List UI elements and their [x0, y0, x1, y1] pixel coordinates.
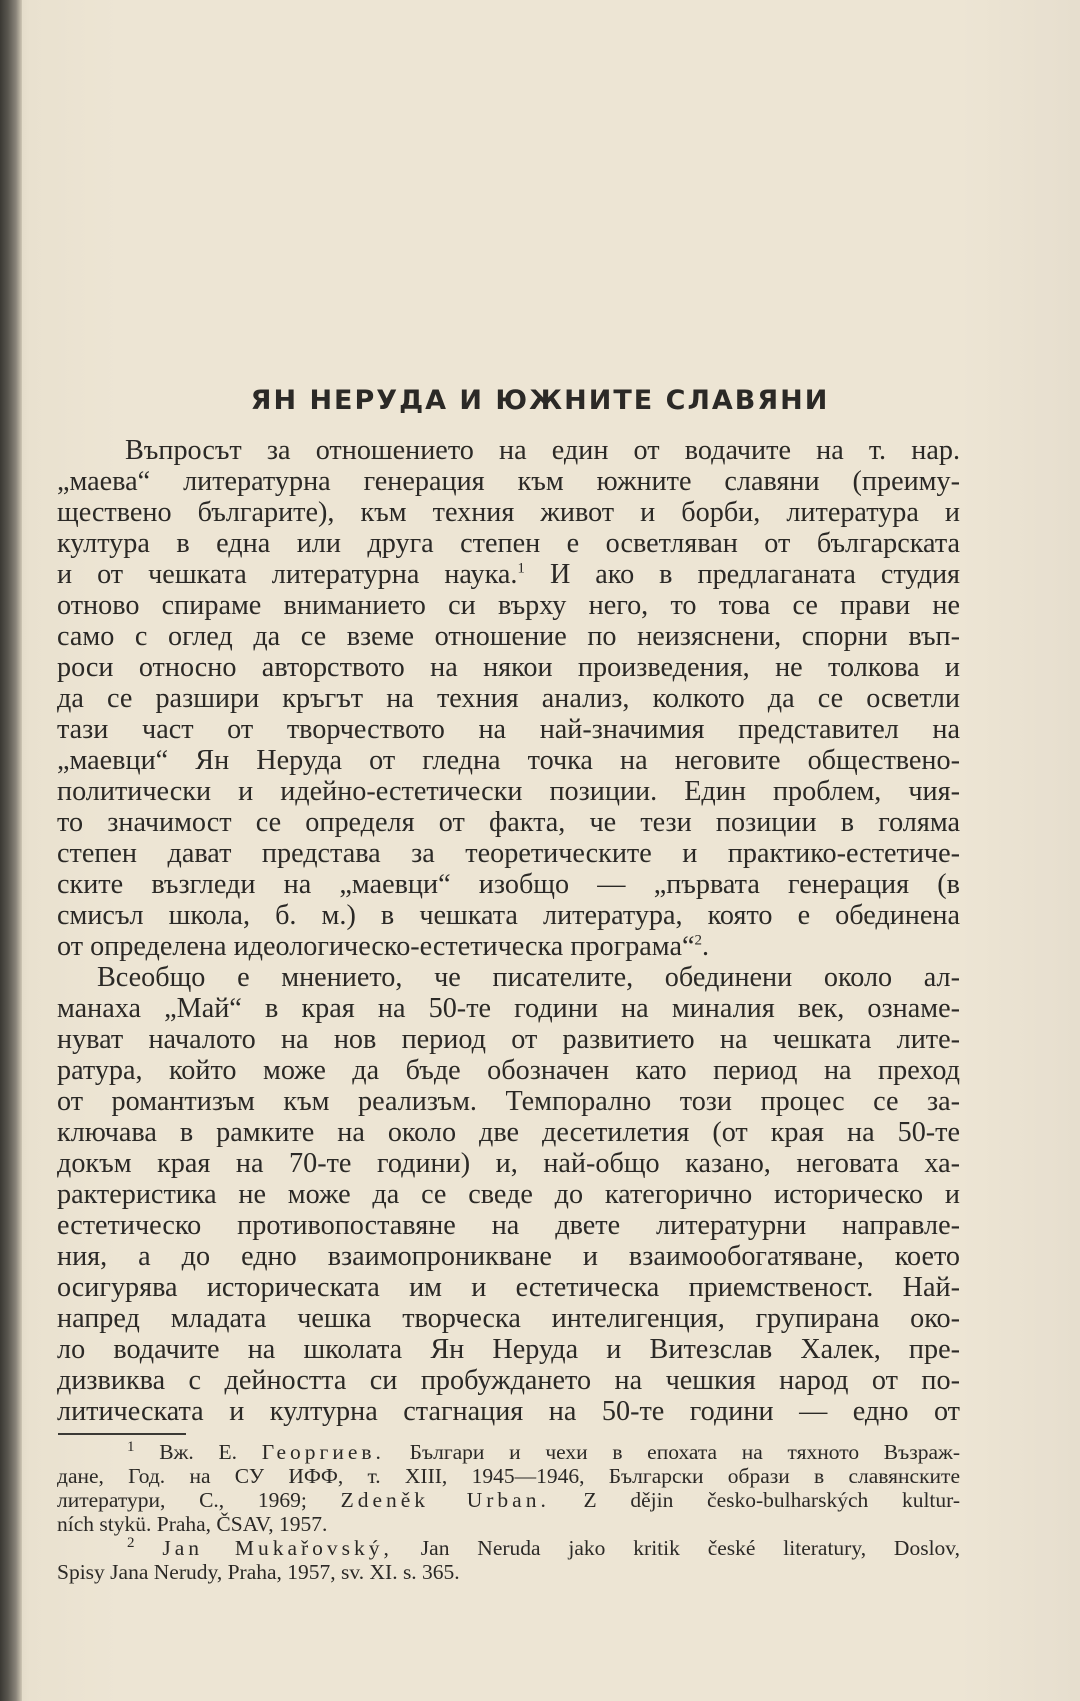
footnote-2	[57, 1536, 960, 1584]
chapter-title: ЯН НЕРУДА И ЮЖНИТЕ СЛАВЯНИ	[250, 385, 830, 416]
footnote-number: 2	[127, 1534, 135, 1551]
text-line: Въпросът за отношението на един от водачите на т. нар.	[125, 435, 960, 466]
footnote-text: Българи и чехи в епохата на тяхното Възраж-	[409, 1440, 961, 1464]
text-line: ските възгледи на „маевци“ изобщо — „първата генерация (в	[57, 869, 960, 900]
footnote-1	[57, 1440, 960, 1536]
footnote-text: Z dějin česko-bulharských kultur-	[583, 1488, 961, 1512]
text-line: нуват началото на нов период от развитието на чешката лите-	[57, 1024, 960, 1055]
footnote-ref-2[interactable]: 2	[694, 932, 702, 949]
text-line: смисъл школа, б. м.) в чешката литература, която е обединена	[57, 900, 960, 931]
paragraph-1	[57, 435, 960, 962]
footnote-line: дане, Год. на СУ ИФФ, т. XIII, 1945—1946, Български образи в славянските	[57, 1464, 960, 1488]
text-line: осигурява историческата им и естетическа приемственост. Най-	[57, 1272, 960, 1303]
text-segment: .	[701, 931, 710, 962]
text-line: степен дават представа за теоретическите и практико-естетиче-	[57, 838, 960, 869]
footnote-line: Spisy Jana Nerudy, Praha, 1957, sv. XI. s. 365.	[57, 1560, 460, 1584]
text-line: естетическо противопоставяне на двете литературни направле-	[57, 1210, 960, 1241]
text-line: литическата и културна стагнация на 50-те години — едно от	[57, 1396, 960, 1427]
paragraph-2	[57, 962, 960, 1427]
text-line	[57, 559, 960, 590]
text-line: ществено българите), към техния живот и борби, литература и	[57, 497, 960, 528]
text-line: отново спираме вниманието си върху него, то това се прави не	[57, 590, 960, 621]
text-line: култура в една или друга степен е осветляван от българската	[57, 528, 960, 559]
footnote-ref-1[interactable]: 1	[517, 560, 525, 577]
text-line: от романтизъм към реализъм. Темпорално този процес се за-	[57, 1086, 960, 1117]
text-line: „маева“ литературна генерация към южните славяни (преиму-	[57, 466, 960, 497]
book-spine-shadow	[0, 0, 22, 1701]
text-line: ния, а до едно взаимопроникване и взаимообогатяване, което	[57, 1241, 960, 1272]
text-line: ло водачите на школата Ян Неруда и Витезслав Халек, пре-	[57, 1334, 960, 1365]
footnote-author: Георгиев.	[261, 1440, 385, 1464]
text-line: Всеобщо е мнението, че писателите, обединени около ал-	[97, 962, 960, 993]
text-line: само с оглед да се вземе отношение по неизяснени, спорни въп-	[57, 621, 960, 652]
text-line: да се разшири кръгът на техния анализ, колкото да се осветли	[57, 683, 960, 714]
text-line: манаха „Май“ в края на 50-те години на миналия век, ознаме-	[57, 993, 960, 1024]
footnote-line	[57, 1440, 960, 1464]
text-line: докъм края на 70-те години) и, най-общо казано, неговата ха-	[57, 1148, 960, 1179]
footnote-text: Вж. Е.	[159, 1440, 237, 1464]
text-line	[57, 931, 960, 962]
text-line: ключава в рамките на около две десетилетия (от края на 50-те	[57, 1117, 960, 1148]
footnote-line: ních stykü. Praha, ČSAV, 1957.	[57, 1512, 328, 1536]
text-line: политически и идейно-естетически позиции. Един проблем, чия-	[57, 776, 960, 807]
text-segment: И ако в предлаганата студия	[549, 559, 960, 590]
footnotes	[57, 1440, 960, 1584]
text-line: роси относно авторството на някои произведения, не толкова и	[57, 652, 960, 683]
footnote-line	[57, 1536, 960, 1560]
text-line: напред младата чешка творческа интелигенция, групирана око-	[57, 1303, 960, 1334]
text-line: „маевци“ Ян Неруда от гледна точка на неговите обществено-	[57, 745, 960, 776]
footnote-line	[57, 1488, 960, 1512]
text-line: ратура, който може да бъде обозначен като период на преход	[57, 1055, 960, 1086]
text-segment: от определена идеологическо-естетическа програма“	[57, 931, 695, 962]
footnote-author: Jan Mukařovský,	[162, 1536, 393, 1560]
text-line: дизвиква с дейността си пробуждането на чешкия народ от по-	[57, 1365, 960, 1396]
text-line: то значимост се определя от факта, че тези позиции в голяма	[57, 807, 960, 838]
text-segment: и от чешката литературна наука.	[57, 559, 518, 590]
text-line: тази част от творчеството на най-значимия представител на	[57, 714, 960, 745]
footnote-text: литератури, С., 1969;	[57, 1488, 307, 1512]
footnote-author: Zdeněk Urban.	[340, 1488, 550, 1512]
text-line: рактеристика не може да се сведе до категорично историческо и	[57, 1179, 960, 1210]
body-text	[57, 435, 960, 1427]
footnote-number: 1	[127, 1438, 135, 1455]
footnote-text: Jan Neruda jako kritik české literatury, Doslov,	[420, 1536, 961, 1560]
footnote-divider	[58, 1433, 186, 1435]
